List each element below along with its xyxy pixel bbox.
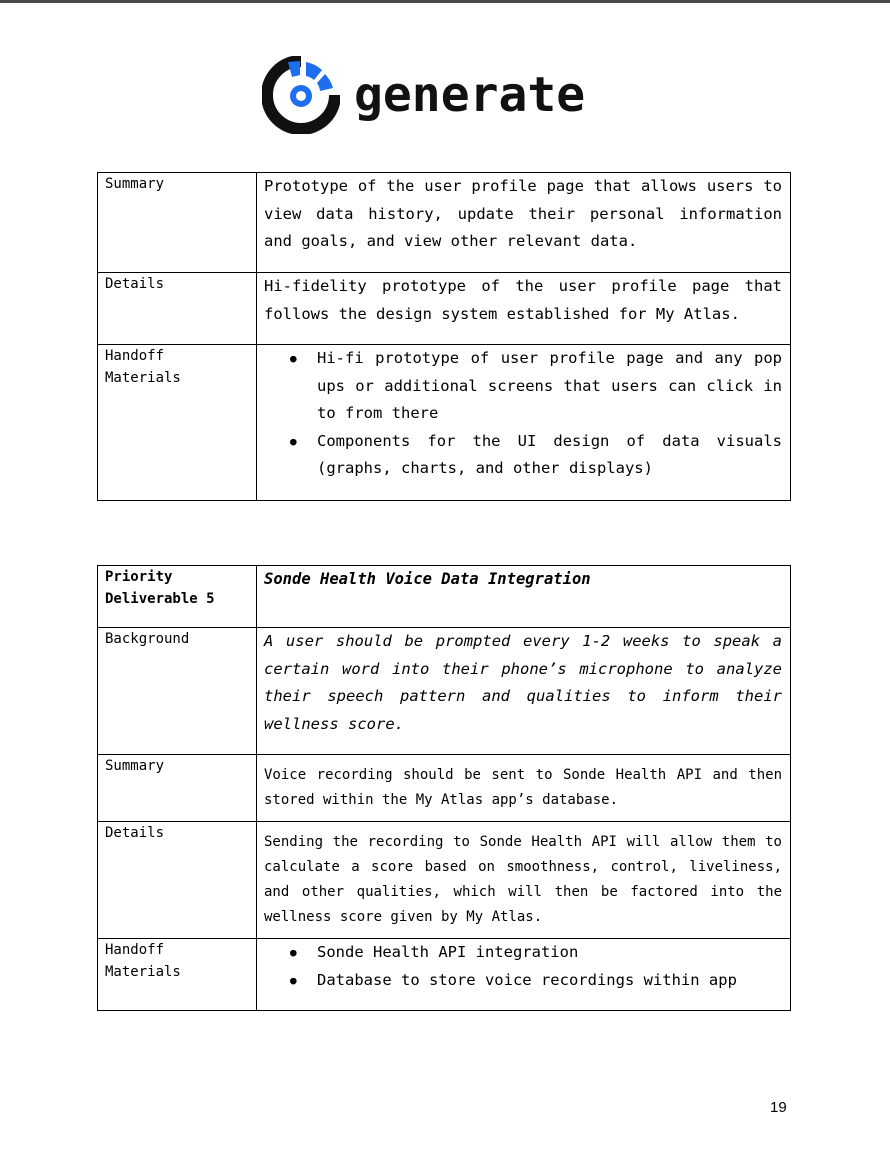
deliverable-title: Sonde Health Voice Data Integration [257, 566, 791, 628]
table-row [98, 173, 791, 273]
row-label: Summary [98, 755, 257, 822]
priority-label: Priority Deliverable 5 [98, 566, 257, 628]
table-row [98, 273, 791, 345]
top-border [0, 0, 890, 3]
row-label: Handoff Materials [98, 345, 257, 501]
handoff-list [264, 939, 782, 994]
row-label: Handoff Materials [98, 939, 257, 1011]
row-content: Voice recording should be sent to Sonde Health API and then stored within the My Atlas app’s database. [257, 755, 791, 822]
table-row [98, 939, 791, 1011]
table-row [98, 345, 791, 501]
list-item: ● Components for the UI design of data visuals (graphs, charts, and other displays) [317, 428, 782, 483]
row-label: Background [98, 628, 257, 755]
table-header-row [98, 566, 791, 628]
row-content: Sending the recording to Sonde Health API will allow them to calculate a score based on smoothness, control, liveliness, and other qualities, which will then be factored into the wellness score given by My Atlas. [257, 822, 791, 939]
row-content: A user should be prompted every 1-2 weeks to speak a certain word into their phone’s microphone to analyze their speech pattern and qualities to inform their wellness score. [257, 628, 791, 755]
row-content [257, 345, 791, 501]
logo-wordmark: generate [354, 67, 586, 123]
row-label: Summary [98, 173, 257, 273]
row-content [257, 939, 791, 1011]
table-row [98, 628, 791, 755]
row-content: Hi-fidelity prototype of the user profile page that follows the design system established for My Atlas. [257, 273, 791, 345]
handoff-list [264, 345, 782, 483]
row-label: Details [98, 822, 257, 939]
row-label: Details [98, 273, 257, 345]
deliverable-table-2 [97, 565, 791, 1011]
list-item: ● Hi-fi prototype of user profile page and any pop ups or additional screens that users can click in to from there [317, 345, 782, 428]
deliverable-table-1 [97, 172, 791, 501]
page-number: 19 [770, 1099, 787, 1116]
generate-logo-icon [262, 56, 340, 134]
table-row [98, 822, 791, 939]
row-content: Prototype of the user profile page that allows users to view data history, update their personal information and goals, and view other relevant data. [257, 173, 791, 273]
list-item: ● Sonde Health API integration [317, 939, 782, 967]
table-row [98, 755, 791, 822]
generate-logo [262, 56, 585, 134]
list-item: ● Database to store voice recordings within app [317, 967, 782, 995]
